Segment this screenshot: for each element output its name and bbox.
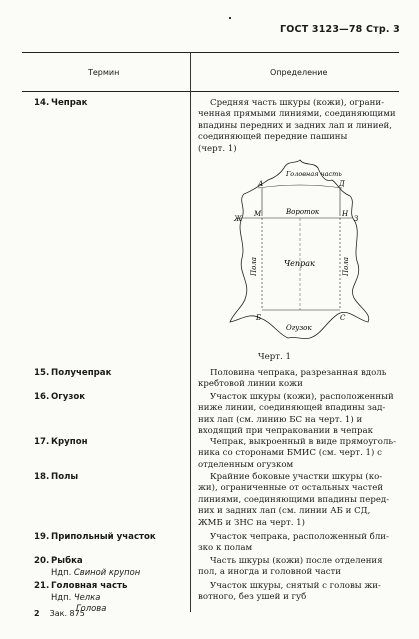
definition-line: (черт. 1) [198,143,237,154]
definition-line: отделенным огузком [198,459,294,470]
definition-line: ниже линии, соединяющей впадины зад- [198,403,386,414]
definition-line: вотного, без ушей и губ [198,592,307,603]
synonym: Свиной крупон [73,567,141,577]
definition-line: Средняя часть шкуры (кожи), ограни- [210,98,385,108]
definition-20 [198,556,400,579]
term-name: Головная часть [51,581,128,591]
definition-line: жи), ограниченные от остальных частей [198,483,384,494]
term-entry-14 [34,98,186,109]
definition-line: Чепрак, выкроенный в виде прямоуголь- [210,437,397,447]
label-b: Б [256,314,262,322]
entry-number: 17. [34,437,50,447]
column-divider [190,52,191,612]
hide-diagram [222,158,378,348]
definition-line: линиями, соединяющими впадины перед- [198,494,390,505]
definition-17 [198,437,400,471]
figure-caption: Черт. 1 [258,352,291,362]
synonym-prefix: Ндп. [51,567,72,577]
synonym: Голова [76,603,107,613]
definition-18 [198,472,400,529]
definition-line: Половина чепрака, разрезанная вдоль [210,368,387,378]
term-entry-19 [34,532,186,543]
term-name: Чепрак [51,98,88,108]
column-header-definition: Определение [270,68,328,77]
hide-outline [230,160,369,339]
term-entry-17 [34,437,186,448]
entry-number: 21. [34,581,50,591]
label-head: Головная часть [286,170,342,178]
definition-19 [198,532,400,555]
definition-15 [198,368,400,391]
entry-number: 20. [34,556,50,566]
definition-line: ника со сторонами БМИС (см. черт. 1) с [198,448,382,459]
page-footer [34,609,85,618]
label-right-side: Пола [342,257,350,276]
label-n: Н [342,210,349,218]
synonym: Челка [73,592,101,602]
term-name: Припольный участок [51,532,156,542]
definition-line: ЖМБ и ЗНС на черт. 1) [198,517,306,528]
term-entry-20 [34,556,186,578]
label-s: С [340,314,346,322]
synonym-line [34,592,186,603]
term-entry-16 [34,392,186,403]
column-header-term: Термин [88,68,120,77]
entry-number: 16. [34,392,50,402]
label-m: М [254,210,262,218]
entry-number: 18. [34,472,50,482]
term-name: Крупон [51,437,88,447]
table-header-frame [22,52,399,92]
definition-line: пол, а иногда и головной части [198,567,342,578]
definition-14 [198,98,400,155]
print-mark [229,17,231,19]
term-entry-15 [34,368,186,379]
term-name: Огузок [51,392,86,402]
definition-line: кребтовой линии кожи [198,379,303,390]
definition-21 [198,581,400,604]
definition-line: Участок шкуры (кожи), расположенный [210,392,394,402]
label-left-side: Пола [250,257,258,276]
definition-16 [198,392,400,438]
label-a: А [258,180,264,188]
definition-line: входящий при чепраковании в чепрак [198,426,374,437]
term-entry-18 [34,472,186,483]
definition-line: них и задних лап (см. линии АБ и СД, [198,506,371,517]
term-name: Получепрак [51,368,112,378]
definition-line: ченная прямыми линиями, соединяющими [198,109,396,120]
footer-order: Зак. 875 [49,609,85,618]
label-center: Чепрак [284,259,315,268]
term-name: Рыбка [51,556,83,566]
definition-line: Часть шкуры (кожи) после отделения [210,556,383,566]
definition-line: них лап (см. линию БС на черт. 1) и [198,414,363,425]
definition-line: Участок чепрака, расположенный бли- [210,532,389,542]
definition-line: зко к полам [198,543,253,554]
definition-line: соединяющей передние пашины [198,132,348,143]
footer-page-number: 2 [34,609,40,618]
definition-line: Крайние боковые участки шкуры (ко- [210,472,383,482]
synonym-prefix: Ндп. [51,592,72,602]
label-tail: Огузок [286,324,312,332]
definition-line: впадины передних и задних лап и линией, [198,120,393,131]
page-header: ГОСТ 3123—78 Стр. 3 [280,24,400,35]
entry-number: 14. [34,98,50,108]
synonym-line [34,567,186,578]
label-z: З [354,215,359,223]
back-line [258,185,342,188]
term-name: Полы [51,472,79,482]
entry-number: 19. [34,532,50,542]
label-back: Вороток [286,208,320,216]
label-d: Д [339,180,345,188]
label-zh: Ж [234,215,242,223]
entry-number: 15. [34,368,50,378]
definition-line: Участок шкуры, снятый с головы жи- [210,581,381,591]
